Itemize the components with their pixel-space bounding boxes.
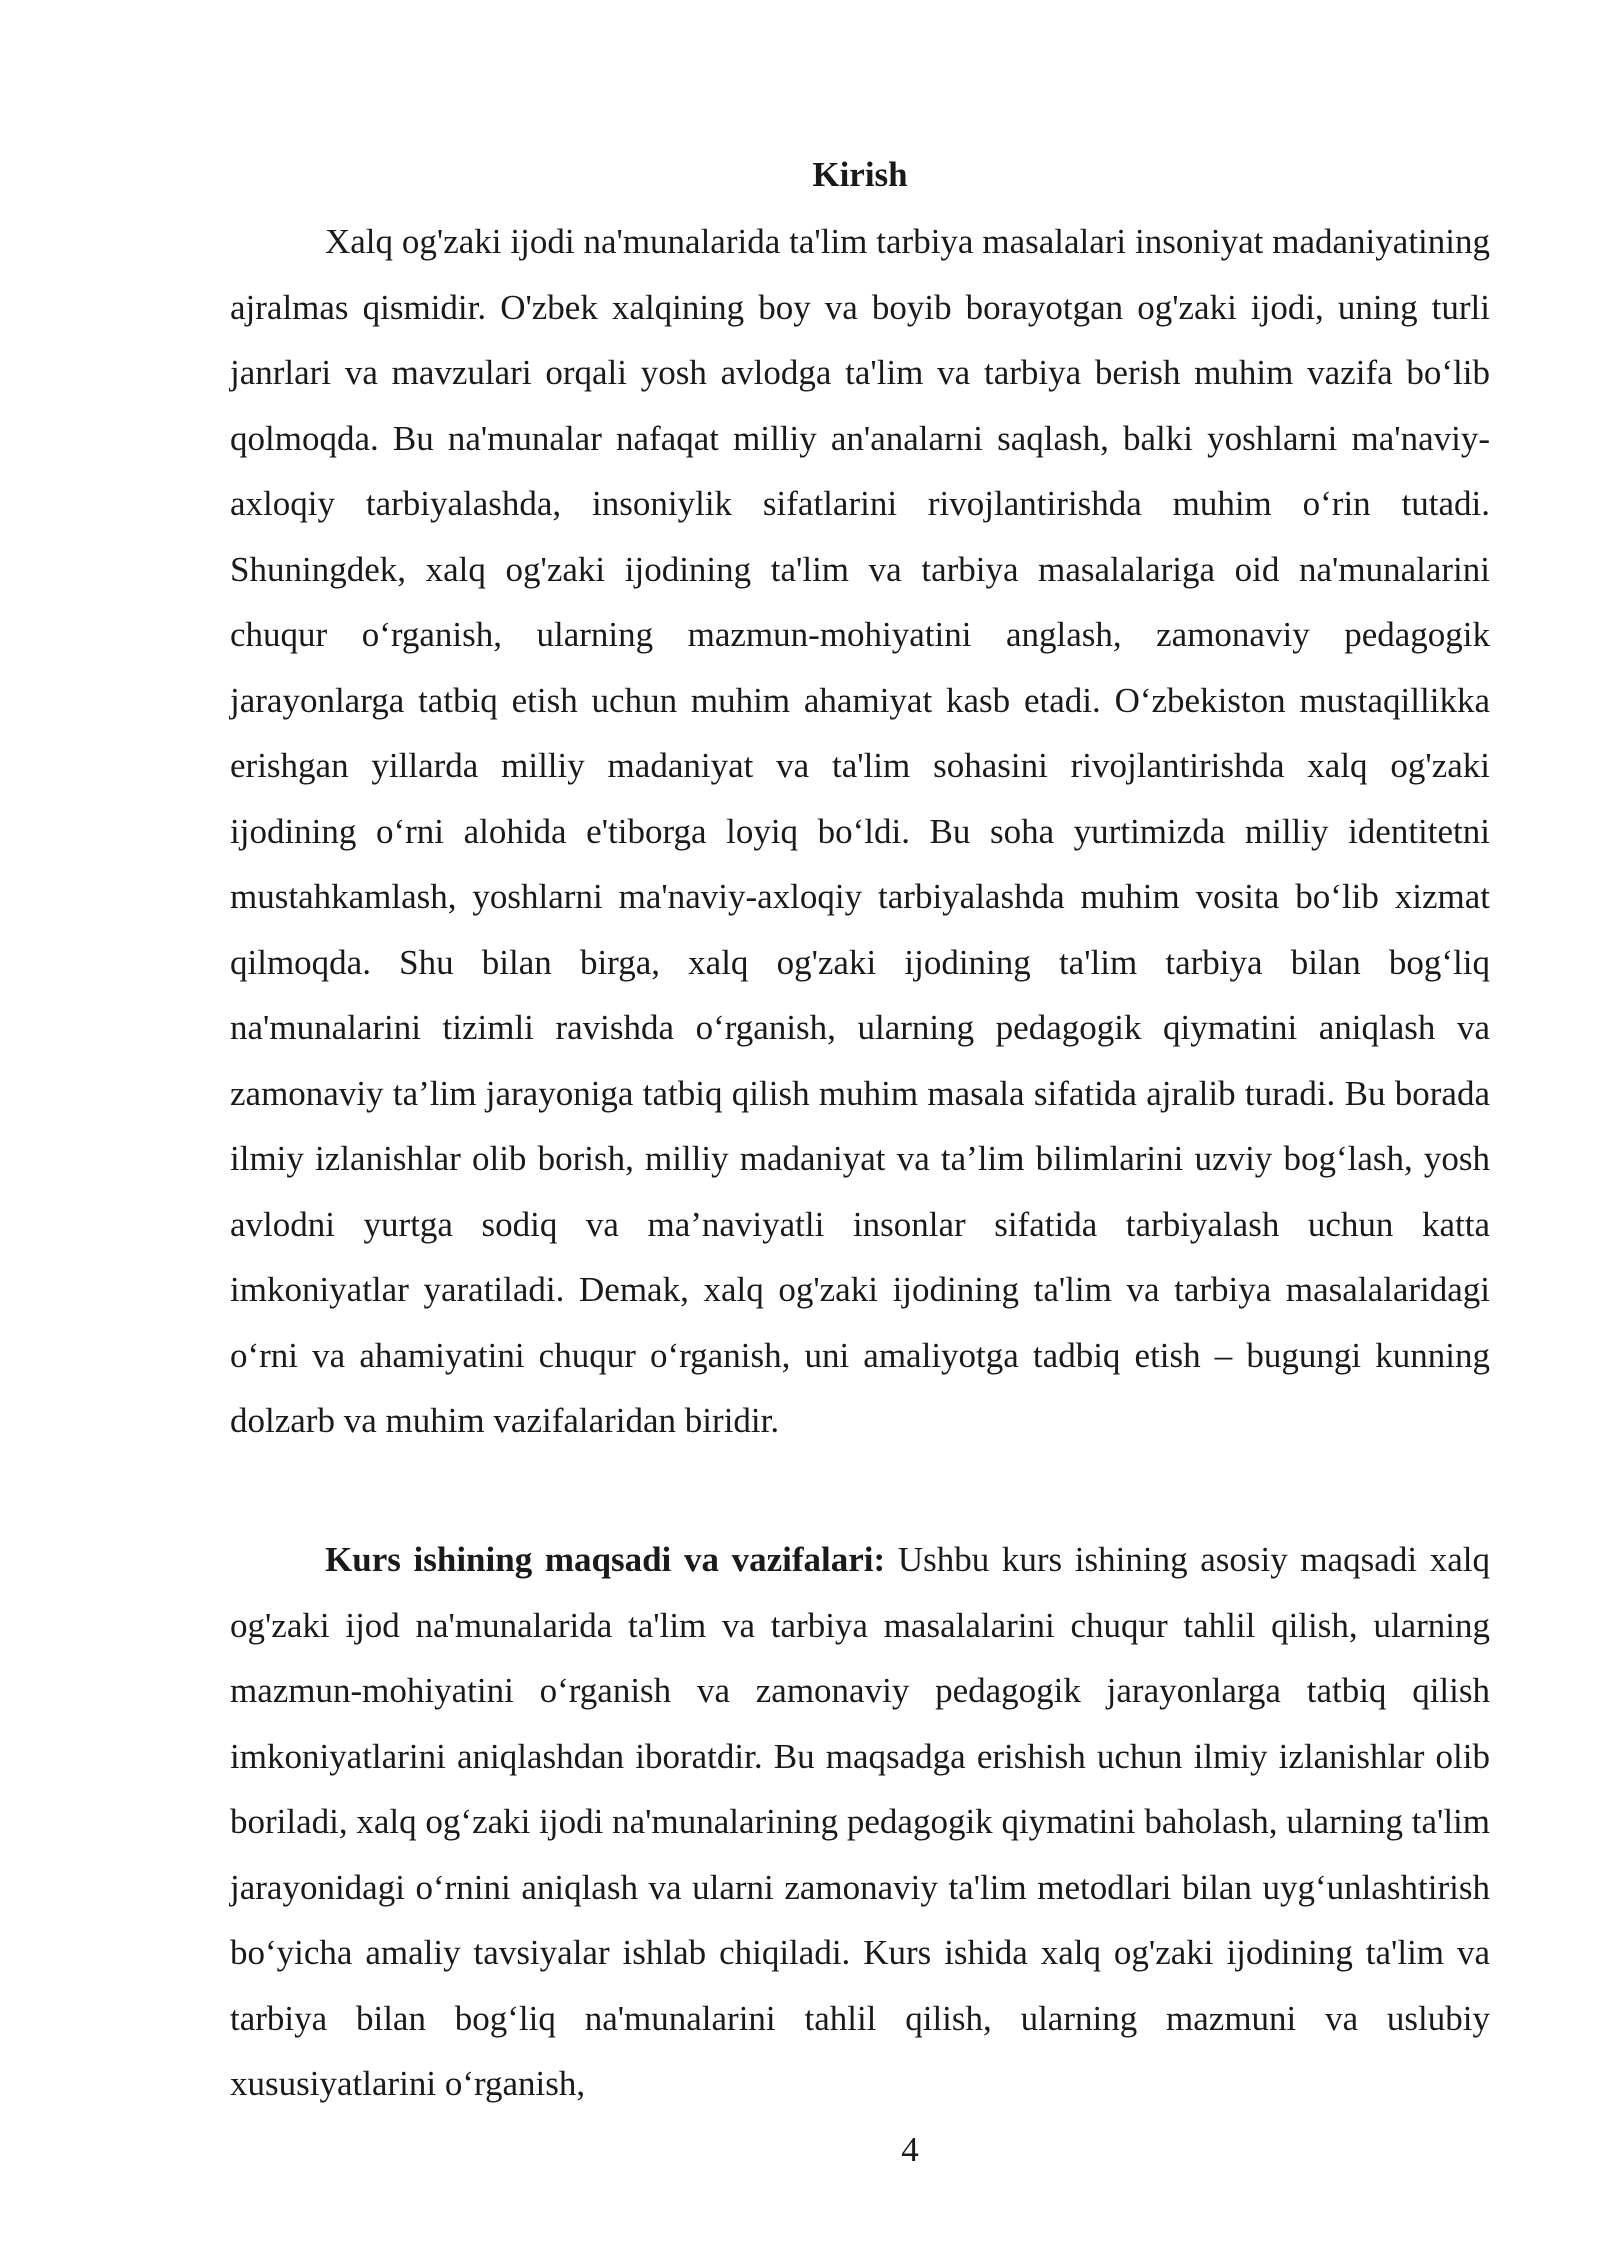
goals-paragraph-body: Ushbu kurs ishining asosiy maqsadi xalq og'zaki ijod na'munalarida ta'lim va tarbiya masalalarini chuqur tahlil qilish, ularning mazmun-mohiyatini o‘rganish va zamonaviy pedagogik jarayonlarga tatbiq qilish imkoniyatlarini aniqlashdan iboratdir. Bu maqsadga erishish uchun ilmiy izlanishlar olib boriladi, xalq og‘zaki ijodi na'munalarining pedagogik qiymatini baholash, ularning ta'lim jarayonidagi o‘rnini aniqlash va ularni zamonaviy ta'lim metodlari bilan uyg‘unlashtirish bo‘yicha amaliy tavsiyalar ishlab chiqiladi. Kurs ishida xalq og'zaki ijodining ta'lim va tarbiya bilan bog‘liq na'munalarini tahlil qilish, ularning mazmuni va uslubiy xususiyatlarini o‘rganish, (230, 1540, 1490, 2103)
page-number: 4 (901, 2130, 919, 2169)
goals-paragraph-lead: Kurs ishining maqsadi va vazifalari: (325, 1540, 886, 1579)
goals-paragraph (230, 1527, 1490, 2117)
section-heading: Kirish (812, 155, 908, 194)
intro-paragraph: Xalq og'zaki ijodi na'munalarida ta'lim tarbiya masalalari insoniyat madaniyatining ajralmas qismidir. O'zbek xalqining boy va boyib borayotgan og'zaki ijodi, uning turli janrlari va mavzulari orqali yosh avlodga ta'lim va tarbiya berish muhim vazifa bo‘lib qolmoqda. Bu na'munalar nafaqat milliy an'analarni saqlash, balki yoshlarni ma'naviy-axloqiy tarbiyalashda, insoniylik sifatlarini rivojlantirishda muhim o‘rin tutadi. Shuningdek, xalq og'zaki ijodining ta'lim va tarbiya masalalariga oid na'munalarini chuqur o‘rganish, ularning mazmun-mohiyatini anglash, zamonaviy pedagogik jarayonlarga tatbiq etish uchun muhim ahamiyat kasb etadi. O‘zbekiston mustaqillikka erishgan yillarda milliy madaniyat va ta'lim sohasini rivojlantirishda xalq og'zaki ijodining o‘rni alohida e'tiborga loyiq bo‘ldi. Bu soha yurtimizda milliy identitetni mustahkamlash, yoshlarni ma'naviy-axloqiy tarbiyalashda muhim vosita bo‘lib xizmat qilmoqda. Shu bilan birga, xalq og'zaki ijodining ta'lim tarbiya bilan bog‘liq na'munalarini tizimli ravishda o‘rganish, ularning pedagogik qiymatini aniqlash va zamonaviy ta’lim jarayoniga tatbiq qilish muhim masala sifatida ajralib turadi. Bu borada ilmiy izlanishlar olib borish, milliy madaniyat va ta’lim bilimlarini uzviy bog‘lash, yosh avlodni yurtga sodiq va ma’naviyatli insonlar sifatida tarbiyalash uchun katta imkoniyatlar yaratiladi. Demak, xalq og'zaki ijodining ta'lim va tarbiya masalalaridagi o‘rni va ahamiyatini chuqur o‘rganish, uni amaliyotga tadbiq etish – bugungi kunning dolzarb va muhim vazifalaridan biridir. (230, 222, 1490, 1440)
